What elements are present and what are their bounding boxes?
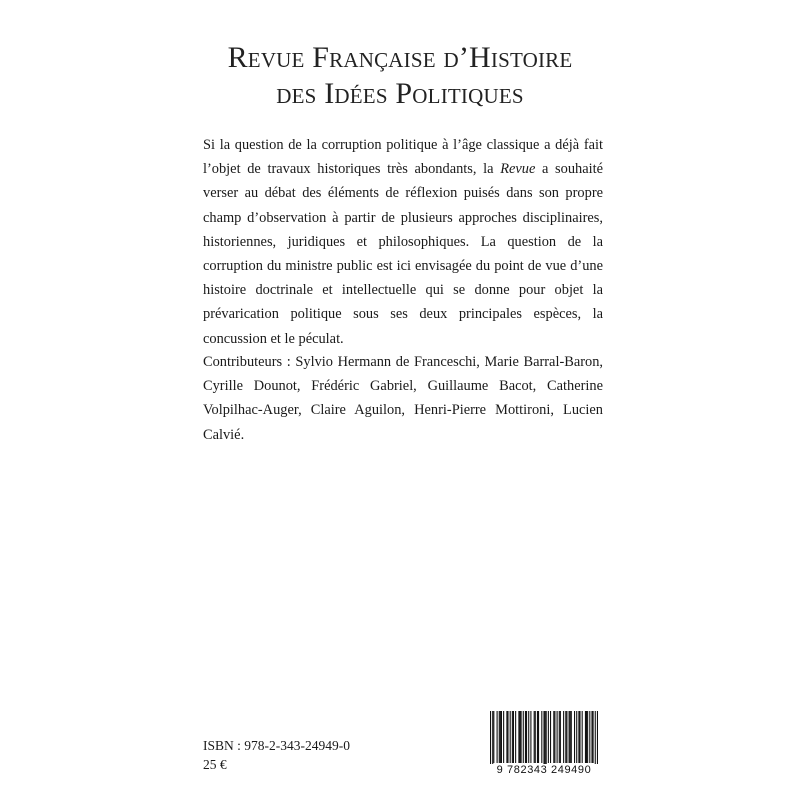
book-title — [0, 40, 800, 112]
isbn-number: ISBN : 978-2-343-24949-0 — [203, 738, 350, 753]
price-label: 25 € — [203, 757, 227, 772]
title-line-2: des Idées Politiques — [276, 77, 524, 110]
description-emphasis: Revue — [500, 161, 536, 178]
description-text-part-1: Si la question de la corruption politique à l’âge classique a déjà fait l’objet de travaux historiques très abondants, la — [203, 137, 603, 178]
barcode-digits: 9 782343 249490 — [489, 764, 599, 776]
contributors-list: Contributeurs : Sylvio Hermann de Franceschi, Marie Barral-Baron, Cyrille Dounot, Frédéric Gabriel, Guillaume Bacot, Catherine Volpilhac-Auger, Claire Aguilon, Henri-Pierre Mottironi, Lucien Calvié. — [203, 354, 603, 443]
title-line-1: Revue Française d’Histoire — [227, 41, 573, 74]
barcode-bars — [489, 711, 599, 767]
book-description — [203, 133, 603, 351]
description-text-part-2: a souhaité verser au débat des éléments de réflexion puisés dans son propre champ d’observation à partir de plusieurs approches disciplinaires, historiennes, juridiques et philosophiques. La question de la corruption du ministre public est ici envisagée du point de vue d’une histoire doctrinale et intellectuelle qui se donne pour objet la prévarication politique sous ses deux principales espèces, la concussion et le péculat. — [203, 161, 604, 347]
